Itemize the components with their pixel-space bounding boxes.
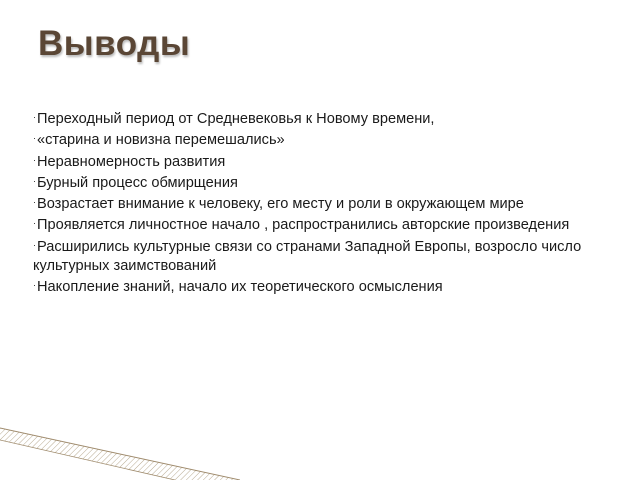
bullet-item <box>33 129 603 150</box>
bullet-list <box>33 108 603 298</box>
bullet-marker: · <box>33 112 36 122</box>
bullet-text: Переходный период от Средневековья к Новому времени, <box>37 111 435 127</box>
bullet-item <box>33 276 603 297</box>
bullet-item <box>33 108 603 129</box>
bullet-text: Возрастает внимание к человеку, его месту и роли в окружающем мире <box>37 196 524 213</box>
bullet-item <box>33 236 603 277</box>
bullet-marker: · <box>33 175 36 186</box>
slide-title: Выводы <box>38 24 191 63</box>
bullet-marker: · <box>33 197 36 208</box>
bullet-marker: · <box>33 280 36 291</box>
bullet-text: Накопление знаний, начало их теоретического осмысления <box>37 279 443 296</box>
bullet-item <box>33 172 603 193</box>
bullet-marker: · <box>33 133 36 144</box>
bullet-text: Расширились культурные связи со странами Западной Европы, возросло число культурных заимствований <box>33 238 582 275</box>
bullet-marker: · <box>33 239 36 250</box>
hatched-stripe-decoration-icon <box>0 400 240 480</box>
bullet-text: Неравномерность развития <box>37 153 226 170</box>
bullet-text: Проявляется личностное начало , распространились авторские произведения <box>37 217 570 234</box>
bullet-item <box>33 193 603 214</box>
bullet-marker: · <box>33 218 36 229</box>
bullet-text: Бурный процесс обмирщения <box>37 174 238 191</box>
bullet-marker: · <box>33 154 36 165</box>
bullet-item <box>33 214 603 235</box>
bullet-text: «старина и новизна перемешались» <box>37 132 285 149</box>
bullet-item <box>33 151 603 172</box>
